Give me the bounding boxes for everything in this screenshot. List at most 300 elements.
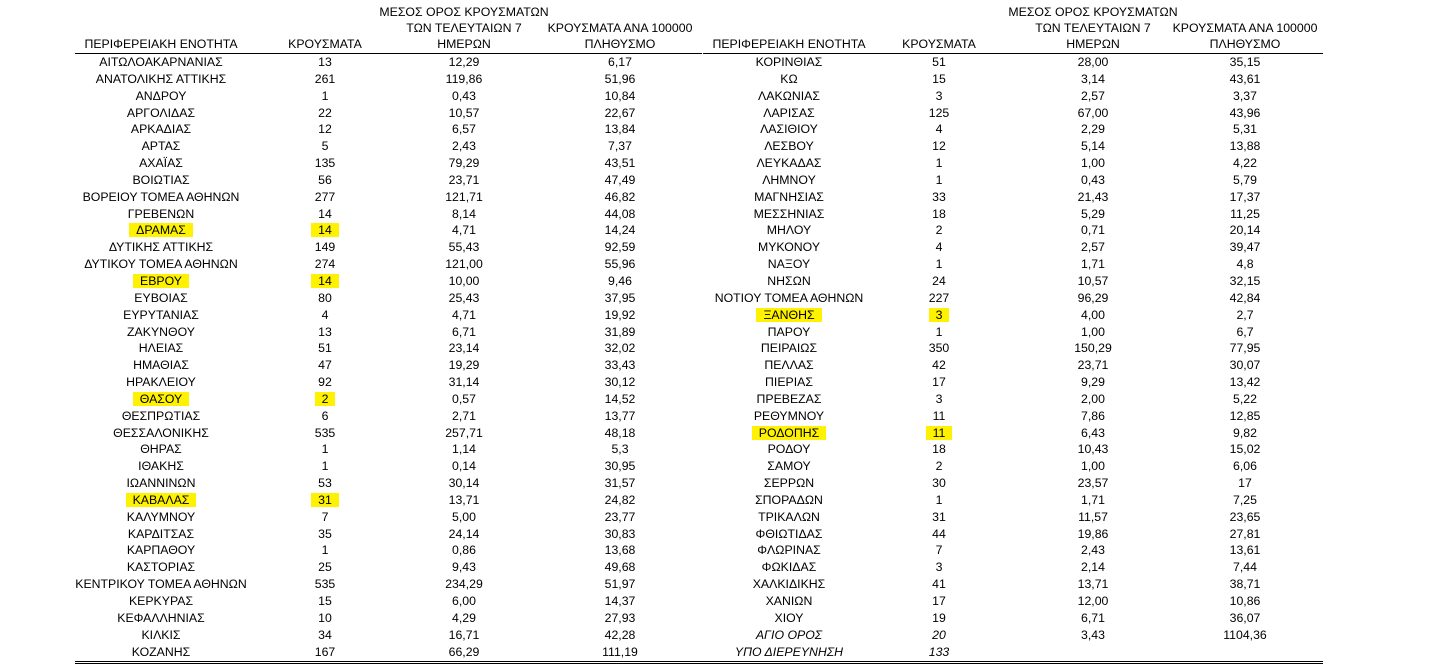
avg7-value: 0,86 <box>452 543 476 558</box>
region-value: ΦΘΙΩΤΙΔΑΣ <box>755 526 823 541</box>
cell-avg7 <box>1003 239 1183 256</box>
cell-region <box>703 222 875 239</box>
avg7-value: 67,00 <box>1077 105 1109 120</box>
cases-value: 14 <box>318 206 332 221</box>
avg7-value: 19,29 <box>448 358 480 373</box>
region-value: ΝΗΣΩΝ <box>767 273 811 288</box>
per100k-value: 13,88 <box>1229 139 1261 154</box>
cell-cases <box>275 172 375 189</box>
region-value: ΕΒΡΟΥ <box>133 274 189 288</box>
per100k-value: 39,47 <box>1229 240 1261 255</box>
per100k-value: 36,07 <box>1229 610 1261 625</box>
cases-value: 53 <box>318 476 332 491</box>
cell-per100k <box>545 307 695 324</box>
cell-per100k <box>545 458 695 475</box>
per100k-value: 15,02 <box>1229 442 1261 457</box>
cases-value: 3 <box>935 391 943 406</box>
cell-per100k <box>1165 408 1325 425</box>
cases-value: 277 <box>314 189 336 204</box>
table-row <box>75 425 702 442</box>
cell-per100k <box>1165 627 1325 644</box>
cases-value: 34 <box>318 627 332 642</box>
table-row <box>703 239 1323 256</box>
cell-avg7 <box>1003 509 1183 526</box>
per100k-value: 55,96 <box>604 257 636 272</box>
region-value: ΦΛΩΡΙΝΑΣ <box>757 543 821 558</box>
cell-per100k <box>1165 54 1325 71</box>
cell-cases <box>889 509 989 526</box>
region-value: ΠΕΛΛΑΣ <box>764 358 814 373</box>
region-value: ΤΡΙΚΑΛΩΝ <box>758 509 820 524</box>
per100k-value: 35,15 <box>1229 55 1261 69</box>
cell-per100k <box>545 425 695 442</box>
avg7-value: 28,00 <box>1077 55 1109 69</box>
cases-value: 19 <box>932 610 946 625</box>
cell-per100k <box>1165 475 1325 492</box>
table-row <box>703 222 1323 239</box>
cell-avg7 <box>375 324 553 341</box>
cases-value: 51 <box>932 55 946 69</box>
table-row <box>703 172 1323 189</box>
table-body <box>75 54 702 660</box>
region-value: ΕΥΒΟΙΑΣ <box>134 290 188 305</box>
region-value: ΛΑΚΩΝΙΑΣ <box>758 88 820 103</box>
cases-value: 15 <box>932 71 946 86</box>
cell-region <box>75 88 247 105</box>
cell-per100k <box>1165 610 1325 627</box>
avg7-value: 10,43 <box>1077 442 1109 457</box>
cell-avg7 <box>375 391 553 408</box>
cell-avg7 <box>375 374 553 391</box>
per100k-value: 5,31 <box>1233 122 1257 137</box>
region-value: ΜΕΣΣΗΝΙΑΣ <box>753 206 825 221</box>
per100k-value: 19,92 <box>604 307 636 322</box>
table-row <box>703 138 1323 155</box>
region-value: ΑΝΑΤΟΛΙΚΗΣ ΑΤΤΙΚΗΣ <box>95 71 227 86</box>
avg7-value: 4,00 <box>1081 307 1105 322</box>
cell-per100k <box>1165 189 1325 206</box>
cases-value: 1 <box>321 88 329 103</box>
cell-avg7 <box>375 290 553 307</box>
cell-per100k <box>1165 172 1325 189</box>
region-value: ΔΡΑΜΑΣ <box>129 223 193 237</box>
cell-cases <box>275 71 375 88</box>
region-value: ΜΗΛΟΥ <box>766 223 812 238</box>
per100k-value: 7,44 <box>1233 560 1257 575</box>
cell-cases <box>889 222 989 239</box>
cases-value: 17 <box>932 375 946 390</box>
cell-cases <box>889 458 989 475</box>
avg7-value: 121,00 <box>445 257 483 272</box>
per100k-value: 13,61 <box>1229 543 1261 558</box>
cell-per100k <box>545 644 695 661</box>
per100k-value: 12,85 <box>1229 408 1261 423</box>
cell-region <box>75 441 247 458</box>
cell-cases <box>889 138 989 155</box>
cell-avg7 <box>375 425 553 442</box>
cell-cases <box>275 88 375 105</box>
cases-value: 3 <box>935 88 943 103</box>
cell-cases <box>275 54 375 71</box>
cell-cases <box>275 576 375 593</box>
per100k-value: 30,12 <box>604 375 636 390</box>
per100k-value: 27,93 <box>604 610 636 625</box>
per100k-value: 38,71 <box>1229 577 1261 592</box>
cell-cases <box>889 374 989 391</box>
region-value: ΕΥΡΥΤΑΝΙΑΣ <box>123 307 199 322</box>
region-value: ΑΡΓΟΛΙΔΑΣ <box>126 105 196 120</box>
cases-value: 4 <box>321 307 329 322</box>
cell-region <box>75 273 247 290</box>
cell-per100k <box>1165 425 1325 442</box>
region-value: ΛΕΣΒΟΥ <box>764 139 814 154</box>
cell-region <box>703 324 875 341</box>
cell-per100k <box>1165 206 1325 223</box>
cell-cases <box>889 189 989 206</box>
per100k-value: 17,37 <box>1229 189 1261 204</box>
per100k-value: 30,83 <box>604 526 636 541</box>
table-row <box>75 610 702 627</box>
cell-per100k <box>545 576 695 593</box>
cases-value: 30 <box>932 476 946 491</box>
cell-cases <box>275 290 375 307</box>
cell-region <box>75 593 247 610</box>
avg7-value: 150,29 <box>1074 341 1112 356</box>
cell-cases <box>275 256 375 273</box>
cell-per100k <box>1165 155 1325 172</box>
cell-cases <box>275 627 375 644</box>
cell-region <box>75 172 247 189</box>
header-cases: ΚΡΟΥΣΜΑΤΑ <box>288 37 362 51</box>
table-row <box>703 627 1323 644</box>
avg7-value: 119,86 <box>445 71 483 86</box>
avg7-value: 6,57 <box>452 122 476 137</box>
cell-cases <box>275 526 375 543</box>
table-row <box>75 357 702 374</box>
avg7-value: 4,71 <box>452 307 476 322</box>
table-row <box>75 88 702 105</box>
cell-cases <box>275 610 375 627</box>
cases-value: 2 <box>935 459 943 474</box>
table-row <box>703 475 1323 492</box>
region-value: ΛΕΥΚΑΔΑΣ <box>756 156 822 171</box>
per100k-value: 13,68 <box>604 543 636 558</box>
cases-value: 135 <box>314 156 336 171</box>
cell-avg7 <box>1003 324 1183 341</box>
region-value: ΔΥΤΙΚΗΣ ΑΤΤΙΚΗΣ <box>108 240 214 255</box>
cell-region <box>703 340 875 357</box>
table-row <box>703 71 1323 88</box>
avg7-value: 1,00 <box>1081 324 1105 339</box>
per100k-value: 32,02 <box>604 341 636 356</box>
cell-avg7 <box>1003 256 1183 273</box>
avg7-value: 2,00 <box>1081 391 1105 406</box>
table-row <box>703 273 1323 290</box>
region-value: ΚΑΒΑΛΑΣ <box>126 493 197 507</box>
table-row <box>75 391 702 408</box>
region-value: ΠΕΙΡΑΙΩΣ <box>760 341 818 356</box>
cases-value: 20 <box>932 627 946 642</box>
cell-region <box>703 155 875 172</box>
cases-value: 535 <box>314 425 336 440</box>
per100k-value: 47,49 <box>604 172 636 187</box>
table-row <box>703 576 1323 593</box>
avg7-value: 4,71 <box>452 223 476 238</box>
cell-avg7 <box>1003 340 1183 357</box>
per100k-value: 22,67 <box>604 105 636 120</box>
table-row <box>703 610 1323 627</box>
cases-value: 12 <box>318 122 332 137</box>
avg7-value: 0,71 <box>1081 223 1105 238</box>
region-value: ΚΙΛΚΙΣ <box>141 627 181 642</box>
table-row <box>75 492 702 509</box>
cell-region <box>75 492 247 509</box>
cell-region <box>75 475 247 492</box>
cell-region <box>703 374 875 391</box>
cell-avg7 <box>375 172 553 189</box>
cases-value: 56 <box>318 172 332 187</box>
cell-per100k <box>1165 105 1325 122</box>
avg7-value: 2,43 <box>1081 543 1105 558</box>
region-value: ΚΑΛΥΜΝΟΥ <box>126 509 196 524</box>
cases-value: 3 <box>929 308 950 322</box>
region-value: ΚΟΡΙΝΘΙΑΣ <box>755 55 823 69</box>
table-row <box>703 542 1323 559</box>
avg7-value: 0,43 <box>452 88 476 103</box>
region-value: ΠΡΕΒΕΖΑΣ <box>756 391 822 406</box>
avg7-value: 7,86 <box>1081 408 1105 423</box>
cases-value: 1 <box>321 459 329 474</box>
avg7-value: 96,29 <box>1077 290 1109 305</box>
table-header <box>75 0 702 54</box>
region-value: ΘΗΡΑΣ <box>140 442 182 457</box>
per100k-value: 5,3 <box>611 442 629 457</box>
cell-cases <box>889 357 989 374</box>
per100k-value: 31,89 <box>604 324 636 339</box>
cell-cases <box>889 290 989 307</box>
cell-region <box>75 644 247 661</box>
cell-avg7 <box>375 273 553 290</box>
per100k-value: 2,7 <box>1236 307 1254 322</box>
cases-value: 11 <box>926 426 953 440</box>
cases-value: 44 <box>932 526 946 541</box>
avg7-value: 12,00 <box>1077 594 1109 608</box>
cases-value: 1 <box>935 257 943 272</box>
cell-region <box>703 206 875 223</box>
cell-avg7 <box>375 54 553 71</box>
avg7-value: 8,14 <box>452 206 476 221</box>
cell-per100k <box>545 509 695 526</box>
cell-avg7 <box>375 542 553 559</box>
avg7-value: 25,43 <box>448 290 480 305</box>
cell-cases <box>275 458 375 475</box>
cases-value: 18 <box>932 206 946 221</box>
cell-avg7 <box>1003 425 1183 442</box>
table-row <box>75 138 702 155</box>
header-avg7: ΜΕΣΟΣ ΟΡΟΣ ΚΡΟΥΣΜΑΤΩΝ ΤΩΝ ΤΕΛΕΥΤΑΙΩΝ 7 ΗΜΕΡΩΝ <box>1008 5 1178 51</box>
cell-avg7 <box>375 526 553 543</box>
cell-region <box>703 307 875 324</box>
region-value: ΡΟΔΟΠΗΣ <box>752 426 826 440</box>
cell-avg7 <box>1003 307 1183 324</box>
cell-per100k <box>545 559 695 576</box>
cell-per100k <box>545 492 695 509</box>
avg7-value: 23,57 <box>1077 476 1109 491</box>
cell-avg7 <box>1003 155 1183 172</box>
per100k-value: 13,42 <box>1229 375 1261 390</box>
cell-region <box>703 138 875 155</box>
avg7-value: 121,71 <box>445 189 483 204</box>
region-value: ΧΑΝΙΩΝ <box>765 594 813 608</box>
avg7-value: 10,57 <box>1077 273 1109 288</box>
per100k-value: 24,82 <box>604 492 636 507</box>
cell-per100k <box>1165 559 1325 576</box>
cell-cases <box>275 121 375 138</box>
avg7-value: 11,57 <box>1078 509 1108 524</box>
cell-per100k <box>545 88 695 105</box>
table-row <box>75 239 702 256</box>
per100k-value: 42,84 <box>1229 290 1261 305</box>
cell-avg7 <box>375 206 553 223</box>
per100k-value: 14,37 <box>604 594 636 608</box>
per100k-value: 3,37 <box>1233 88 1257 103</box>
cell-per100k <box>545 71 695 88</box>
cell-cases <box>275 206 375 223</box>
table-row <box>75 290 702 307</box>
table-row <box>75 475 702 492</box>
per100k-value: 11,25 <box>1230 206 1260 221</box>
cell-per100k <box>545 408 695 425</box>
table-row <box>703 509 1323 526</box>
cases-value: 535 <box>314 577 336 592</box>
region-value: ΖΑΚΥΝΘΟΥ <box>127 324 195 339</box>
cell-per100k <box>1165 121 1325 138</box>
cell-region <box>75 105 247 122</box>
per100k-value: 7,37 <box>608 139 632 154</box>
cell-region <box>703 189 875 206</box>
cell-avg7 <box>1003 138 1183 155</box>
cell-cases <box>275 189 375 206</box>
per100k-value: 32,15 <box>1229 273 1261 288</box>
cell-region <box>75 324 247 341</box>
cell-region <box>75 206 247 223</box>
cases-value: 41 <box>932 577 946 592</box>
per100k-value: 43,51 <box>604 156 636 171</box>
cases-value: 35 <box>318 526 332 541</box>
per100k-value: 10,84 <box>604 88 636 103</box>
cases-value: 92 <box>318 375 332 390</box>
cases-value: 7 <box>321 509 329 524</box>
table-row <box>75 458 702 475</box>
cell-region <box>75 391 247 408</box>
cell-avg7 <box>1003 627 1183 644</box>
header-per100k: ΚΡΟΥΣΜΑΤΑ ΑΝΑ 100000 ΠΛΗΘΥΣΜΟ <box>1172 21 1318 51</box>
cell-avg7 <box>1003 206 1183 223</box>
cell-cases <box>889 559 989 576</box>
region-value: ΘΕΣΣΑΛΟΝΙΚΗΣ <box>113 425 209 440</box>
table-row <box>703 357 1323 374</box>
cell-region <box>75 610 247 627</box>
cases-value: 13 <box>318 55 332 69</box>
cell-avg7 <box>375 458 553 475</box>
avg7-value: 23,71 <box>1077 358 1109 373</box>
cell-avg7 <box>1003 189 1183 206</box>
avg7-value: 31,14 <box>448 375 480 390</box>
region-value: ΝΟΤΙΟΥ ΤΟΜΕΑ ΑΘΗΝΩΝ <box>714 290 864 305</box>
cell-per100k <box>545 542 695 559</box>
region-value: ΧΙΟΥ <box>774 610 804 625</box>
cell-per100k <box>1165 290 1325 307</box>
cell-region <box>703 526 875 543</box>
avg7-value: 23,14 <box>448 341 480 356</box>
table-row <box>75 307 702 324</box>
cases-value: 31 <box>932 509 946 524</box>
cell-region <box>75 290 247 307</box>
cell-per100k <box>1165 324 1325 341</box>
cell-avg7 <box>375 627 553 644</box>
cases-value: 1 <box>935 492 943 507</box>
cell-avg7 <box>375 509 553 526</box>
cell-region <box>703 644 875 661</box>
cases-value: 5 <box>321 139 329 154</box>
table-row <box>75 593 702 610</box>
cell-region <box>75 425 247 442</box>
per100k-value: 44,08 <box>604 206 636 221</box>
cell-region <box>703 290 875 307</box>
per100k-value: 111,19 <box>602 644 638 659</box>
cell-per100k <box>545 172 695 189</box>
table-row <box>75 374 702 391</box>
cell-per100k <box>545 256 695 273</box>
header-region: ΠΕΡΙΦΕΡΕΙΑΚΗ ΕΝΟΤΗΤΑ <box>712 37 866 51</box>
table-row <box>703 458 1323 475</box>
region-value: ΚΕΡΚΥΡΑΣ <box>128 594 194 608</box>
avg7-value: 0,14 <box>452 459 476 474</box>
cell-avg7 <box>375 189 553 206</box>
cases-value: 80 <box>318 290 332 305</box>
cell-per100k <box>545 324 695 341</box>
region-value: ΚΟΖΑΝΗΣ <box>131 644 191 659</box>
cases-value: 1 <box>935 172 943 187</box>
table-row <box>75 340 702 357</box>
avg7-value: 1,00 <box>1081 156 1105 171</box>
cell-region <box>75 408 247 425</box>
table-row <box>703 105 1323 122</box>
cell-cases <box>275 222 375 239</box>
table-row <box>703 391 1323 408</box>
cases-value: 2 <box>315 392 336 406</box>
per100k-value: 14,24 <box>604 223 636 238</box>
per100k-value: 92,59 <box>604 240 636 255</box>
cases-value: 3 <box>935 560 943 575</box>
cell-region <box>75 222 247 239</box>
cases-value: 24 <box>932 273 946 288</box>
avg7-value: 3,43 <box>1081 627 1105 642</box>
table-row <box>703 155 1323 172</box>
avg7-value: 257,71 <box>445 425 483 440</box>
cell-cases <box>275 475 375 492</box>
cell-avg7 <box>1003 441 1183 458</box>
table-row <box>703 492 1323 509</box>
cell-avg7 <box>375 105 553 122</box>
table-row <box>75 408 702 425</box>
cases-value: 261 <box>314 71 336 86</box>
cell-avg7 <box>375 88 553 105</box>
cell-avg7 <box>375 559 553 576</box>
cases-value: 7 <box>935 543 943 558</box>
avg7-value: 21,43 <box>1077 189 1109 204</box>
cell-avg7 <box>1003 492 1183 509</box>
